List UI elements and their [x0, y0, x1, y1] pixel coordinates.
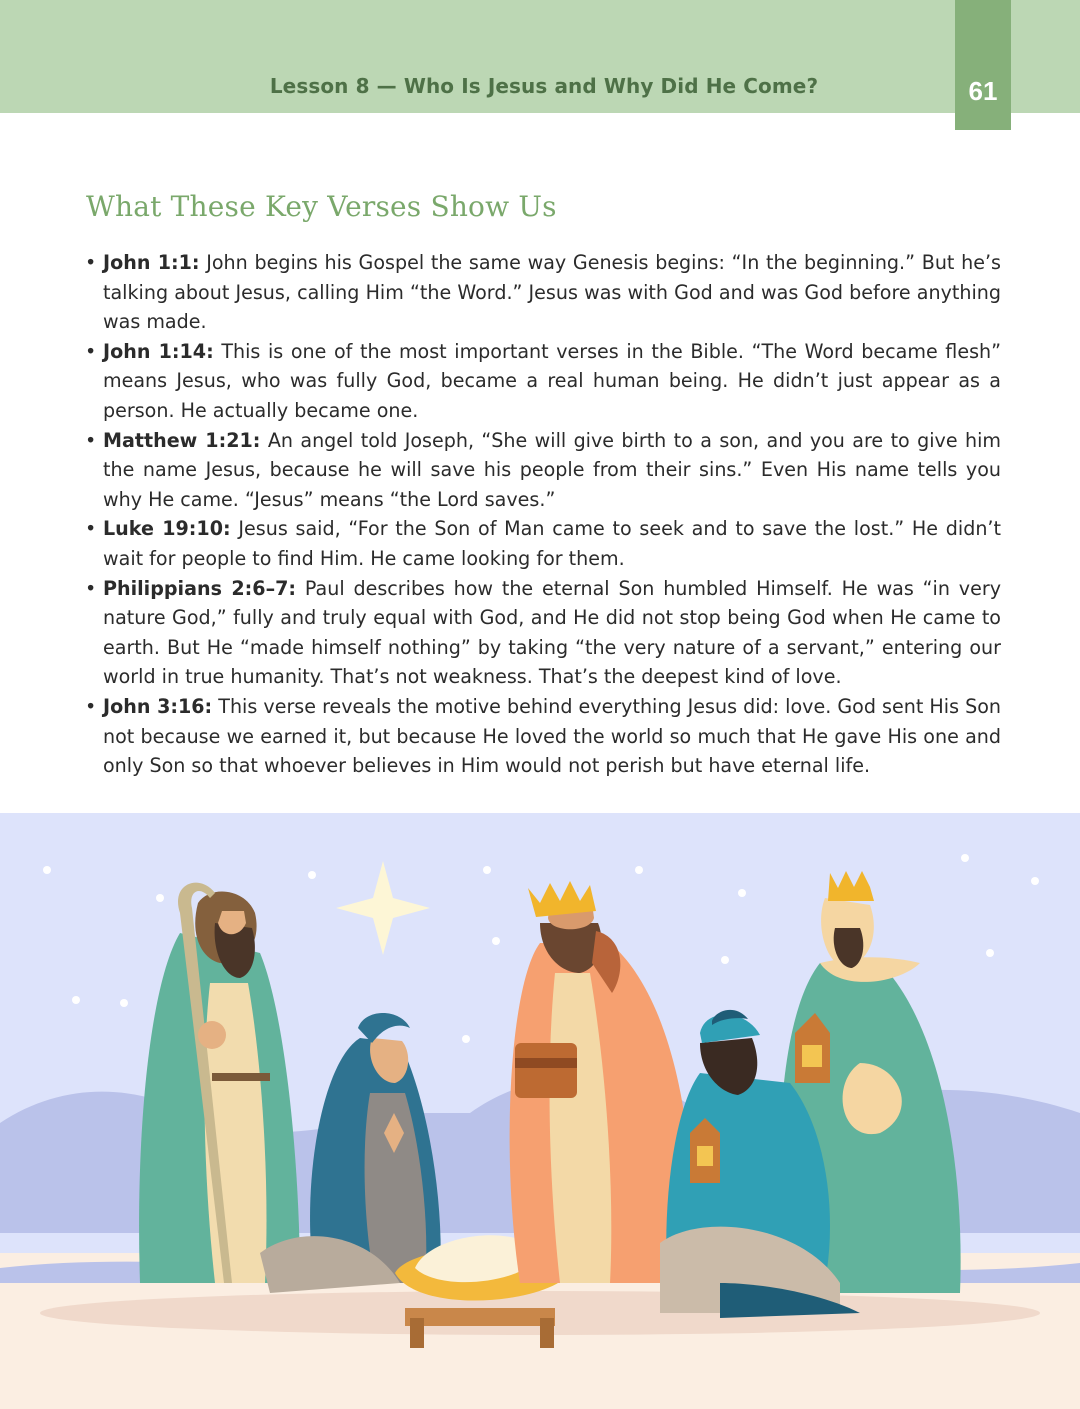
verse-item: [103, 426, 1001, 515]
nativity-scene-svg: [0, 813, 1080, 1409]
verse-explanation: John begins his Gospel the same way Genesis begins: “In the beginning.” But he’s talking about Jesus, calling Him “the Word.” Jesus was with God and was God before anything was made.: [103, 251, 1001, 334]
verse-list: [103, 248, 1001, 781]
verse-reference: Philippians 2:6–7:: [103, 576, 297, 600]
verse-reference: John 1:1:: [103, 251, 200, 274]
verse-explanation: An angel told Joseph, “She will give birth to a son, and you are to give him the name Jesus, because he will save his people from their sins.” Even His name tells you why He came. “Jesus” means “the Lord saves.”: [103, 428, 1001, 511]
verse-item: [103, 692, 1001, 781]
header-band: [0, 0, 1080, 113]
verse-item: [103, 514, 1001, 573]
section-heading: What These Key Verses Show Us: [86, 190, 557, 223]
verse-item: [103, 337, 1001, 426]
verse-item: [103, 248, 1001, 337]
verse-reference: Luke 19:10:: [103, 517, 231, 541]
verse-reference: John 1:14:: [103, 339, 214, 363]
verse-reference: Matthew 1:21:: [103, 428, 261, 452]
verse-reference: John 3:16:: [103, 694, 213, 718]
lesson-title: Lesson 8 — Who Is Jesus and Why Did He Come?: [269, 74, 819, 98]
verse-item: [103, 574, 1001, 692]
verse-explanation: Jesus said, “For the Son of Man came to seek and to save the lost.” He didn’t wait for people to find Him. He came looking for them.: [103, 517, 1001, 570]
verse-explanation: Paul describes how the eternal Son humbled Himself. He was “in very nature God,” fully and truly equal with God, and He did not stop being God when He came to earth. But He “made himself nothing” by taking “the very nature of a servant,” entering our world in true humanity. That’s not weakness. That’s the deepest kind of love.: [103, 576, 1001, 689]
page-number-tab: [955, 0, 1011, 130]
verse-explanation: This is one of the most important verses in the Bible. “The Word became flesh” means Jesus, who was fully God, became a real human being. He didn’t just appear as a person. He actually became one.: [103, 339, 1002, 422]
page-number: 61: [968, 76, 998, 106]
nativity-illustration: [0, 813, 1080, 1409]
verse-explanation: This verse reveals the motive behind everything Jesus did: love. God sent His Son not because we earned it, but because He loved the world so much that He gave His one and only Son so that whoever believes in Him would not perish but have eternal life.: [103, 694, 1002, 778]
